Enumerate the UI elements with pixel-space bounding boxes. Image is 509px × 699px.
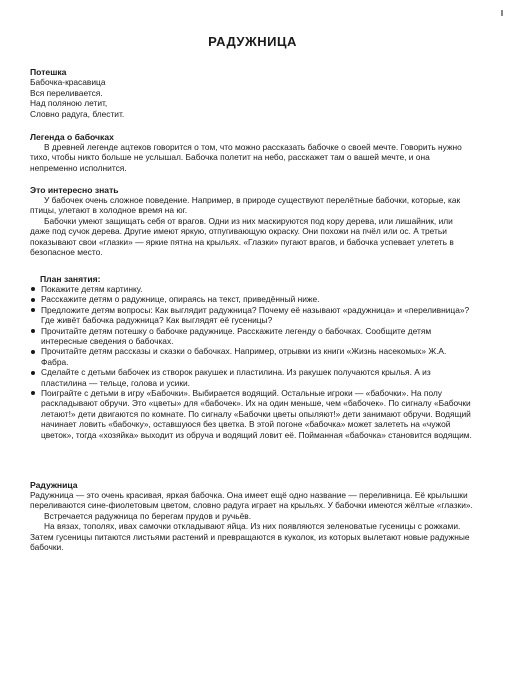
poem-section [30, 67, 473, 119]
raduzhnitsa-paragraph: Встречается радужница по берегам прудов и ручьёв. [44, 510, 252, 521]
plan-list [30, 284, 473, 440]
raduzhnitsa-heading: Радужница [30, 480, 78, 490]
legend-section [30, 132, 473, 173]
interesting-section [30, 185, 473, 257]
plan-item: Прочитайте детям потешку о бабочке радужнице. Расскажите легенду о бабочках. Сообщите детям интересные сведения о бабочках. [30, 326, 473, 347]
raduzhnitsa-paragraph: Радужница — это очень красивая, яркая бабочка. Она имеет ещё одно название — переливница. Её крылышки переливаются сине-фиолетовым цветом, словно радуга играет на крыльях. У бабочки имеются жёлтые «глазки». [30, 490, 473, 511]
scan-edge-mark [501, 10, 503, 16]
poem-line: Над поляною летит, [30, 98, 108, 109]
plan-item: Прочитайте детям рассказы и сказки о бабочках. Например, отрывки из книги «Жизнь насекомых» Ж.А. Фабра. [30, 346, 473, 367]
plan-heading: План занятия: [40, 274, 101, 284]
interesting-paragraph: У бабочек очень сложное поведение. Например, в природе существуют перелётные бабочки, которые, как птицы, улетают в холодное время на юг. [30, 195, 461, 216]
poem-line: Бабочка-красавица [30, 77, 106, 87]
raduzhnitsa-paragraph: На вязах, тополях, ивах самочки откладывают яйца. Из них появляются зеленоватые гусеницы с рожками. Затем гусеницы питаются листьями растений и превращаются в куколок, из которых вылетают новые радужные бабочки. [30, 521, 470, 553]
interesting-paragraph: Бабочки умеют защищать себя от врагов. Одни из них маскируются под кору дерева, или лишайник, или даже под сучок дерева. Другие имеют яркую, отпугивающую окраску. Они похожи на пчёл или ос. А третьи показывают свои «глазки» — яркие пятна на крыльях. «Глазки» пугают врагов, и бабочка успевает улететь в безопасное место. [30, 215, 454, 258]
legend-text: В древней легенде ацтеков говорится о том, что можно рассказать бабочке о своей мечте. Говорить нужно тихо, чтобы никто больше не услышал. Бабочка полетит на небо, расскажет там о вашей мечте, и она непременно исполнится. [30, 142, 462, 173]
interesting-heading: Это интересно знать [30, 185, 119, 195]
poem-heading: Потешка [30, 67, 67, 77]
plan-item: Поиграйте с детьми в игру «Бабочки». Выбирается водящий. Остальные игроки — «бабочки». На полу раскладывают обручи. Это «цветы» для «бабочек». Их на один меньше, чем «бабочек». По сигналу «Бабочки летают!» дети двигаются по комнате. По сигналу «Бабочки цветы опыляют!» дети занимают обручи. Водящий начинает ловить «бабочку», оставшуюся без цветка. В этой погоне «бабочка» может залететь на «чужой цветок», тогда «хозяйка» выходит из обруча и водящий ловит её. Пойманная «бабочка» становится водящим. [30, 388, 473, 440]
plan-item: Покажите детям картинку. [30, 284, 473, 294]
page-title: РАДУЖНИЦА [208, 34, 297, 49]
poem-line: Словно радуга, блестит. [30, 108, 125, 119]
plan-item: Сделайте с детьми бабочек из створок ракушек и пластилина. Из ракушек получаются крылья. А из пластилина — тельце, голова и усики. [30, 367, 473, 388]
plan-section [30, 274, 473, 440]
plan-item: Предложите детям вопросы: Как выглядит радужница? Почему её называют «радужница» и «переливница»? Где живёт бабочка радужница? Как выглядят её гусеницы? [30, 305, 473, 326]
raduzhnitsa-section [30, 480, 473, 552]
plan-item: Расскажите детям о радужнице, опираясь на текст, приведённый ниже. [30, 294, 473, 304]
legend-heading: Легенда о бабочках [30, 132, 114, 142]
poem-line: Вся переливается. [30, 87, 103, 98]
